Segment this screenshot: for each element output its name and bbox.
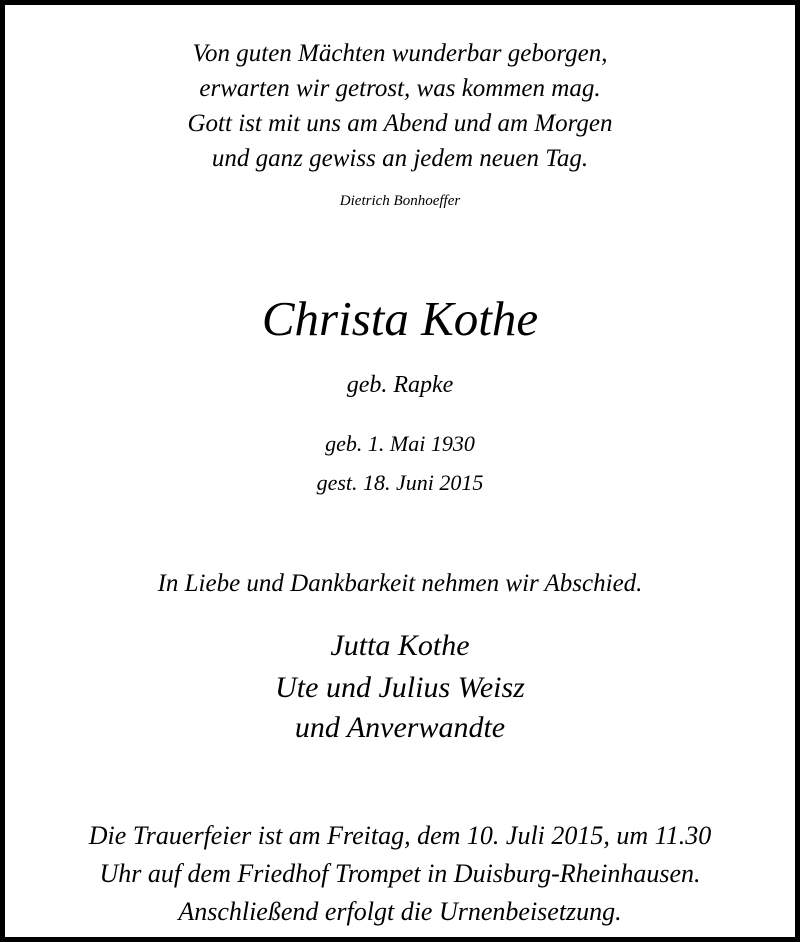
funeral-notice-line: Anschließend erfolgt die Urnenbeisetzung. — [178, 897, 622, 926]
poem-line: erwarten wir getrost, was kommen mag. — [199, 75, 601, 102]
death-date: gest. 18. Juni 2015 — [316, 470, 484, 495]
birth-name: geb. Rapke — [346, 372, 454, 398]
poem-author: Dietrich Bonhoeffer — [339, 193, 461, 209]
mourner-line: Jutta Kothe — [330, 629, 470, 662]
farewell-message: In Liebe und Dankbarkeit nehmen wir Abschied. — [157, 570, 643, 597]
birth-date: geb. 1. Mai 1930 — [325, 431, 475, 456]
deceased-name: Christa Kothe — [261, 291, 539, 346]
funeral-notice-line: Die Trauerfeier ist am Freitag, dem 10. Juli 2015, um 11.30 — [88, 821, 712, 850]
poem-line: Von guten Mächten wunderbar geborgen, — [192, 40, 608, 67]
mourner-line: Ute und Julius Weisz — [275, 671, 525, 704]
poem-line: und ganz gewiss an jedem neuen Tag. — [211, 145, 589, 172]
funeral-notice-line: Uhr auf dem Friedhof Trompet in Duisburg-Rheinhausen. — [99, 859, 701, 888]
mourner-line: und Anverwandte — [294, 711, 506, 744]
poem-line: Gott ist mit uns am Abend und am Morgen — [187, 110, 613, 137]
